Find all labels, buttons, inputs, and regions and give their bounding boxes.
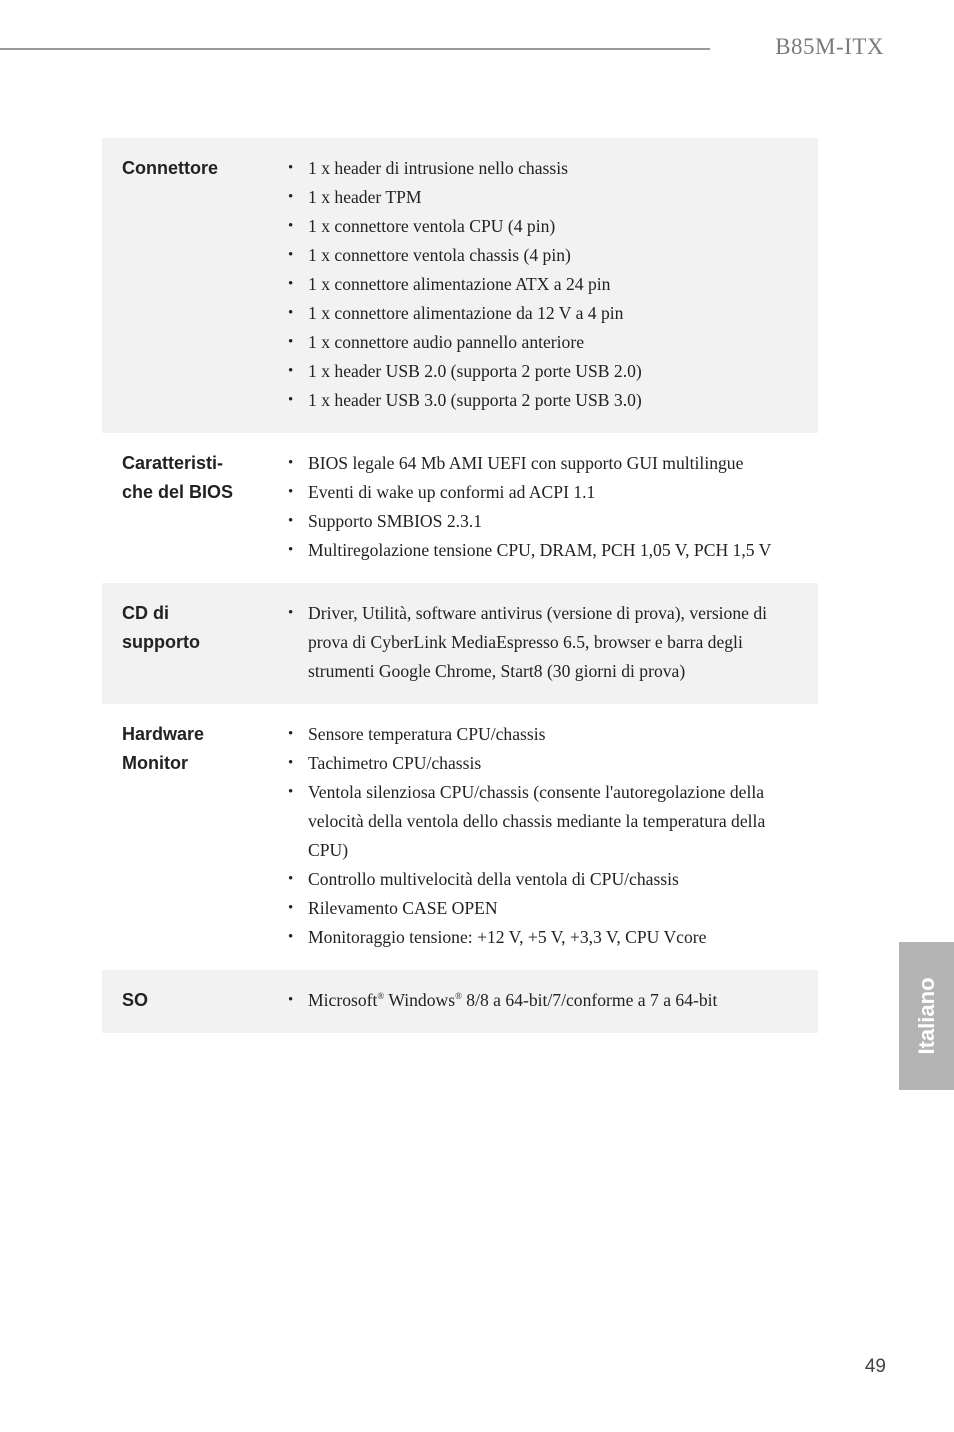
spec-label: Hardware Monitor (122, 724, 205, 773)
model-title: B85M-ITX (775, 34, 884, 59)
os-text: Microsoft (308, 990, 378, 1010)
spec-row-hardware-monitor (102, 704, 818, 970)
list-item: • Controllo multivelocità della ventola di CPU/chassis (286, 865, 798, 894)
list-item: • 1 x connettore alimentazione ATX a 24 pin (286, 270, 798, 299)
list-item: • Driver, Utilità, software antivirus (versione di prova), versione di prova di CyberLink MediaEspresso 6.5, browser e barra degli strumenti Google Chrome, Start8 (30 giorni di prova) (286, 599, 798, 686)
list-item: • 1 x header di intrusione nello chassis (286, 154, 798, 183)
spec-items (286, 720, 798, 952)
list-item: • 1 x header USB 2.0 (supporta 2 porte USB 2.0) (286, 357, 798, 386)
list-item: • Ventola silenziosa CPU/chassis (consente l'autoregolazione della velocità della ventola dello chassis mediante la temperatura della CPU) (286, 778, 798, 865)
header-rule (0, 48, 710, 50)
list-item: • Monitoraggio tensione: +12 V, +5 V, +3,3 V, CPU Vcore (286, 923, 798, 952)
list-item: • Tachimetro CPU/chassis (286, 749, 798, 778)
list-item: • 1 x header USB 3.0 (supporta 2 porte USB 3.0) (286, 386, 798, 415)
list-item: • BIOS legale 64 Mb AMI UEFI con supporto GUI multilingue (286, 449, 798, 478)
list-item: • Supporto SMBIOS 2.3.1 (286, 507, 798, 536)
list-item: • Sensore temperatura CPU/chassis (286, 720, 798, 749)
list-item: • 1 x connettore alimentazione da 12 V a 4 pin (286, 299, 798, 328)
os-text: Windows (384, 990, 456, 1010)
language-tab-label: Italiano (913, 977, 939, 1055)
list-item: • Multiregolazione tensione CPU, DRAM, PCH 1,05 V, PCH 1,5 V (286, 536, 798, 565)
list-item: • Rilevamento CASE OPEN (286, 894, 798, 923)
spec-label: Connettore (122, 158, 218, 178)
spec-items (286, 986, 798, 1015)
spec-label: Caratteristi- che del BIOS (122, 453, 234, 502)
spec-table (102, 138, 818, 1033)
list-item: • 1 x header TPM (286, 183, 798, 212)
list-item (286, 986, 798, 1015)
list-item: • Eventi di wake up conformi ad ACPI 1.1 (286, 478, 798, 507)
spec-items (286, 449, 798, 565)
spec-row-connettore (102, 138, 818, 433)
spec-label: CD di supporto (122, 603, 200, 652)
list-item: • 1 x connettore ventola chassis (4 pin) (286, 241, 798, 270)
os-text: 8/8 a 64-bit/7/conforme a 7 a 64-bit (461, 990, 718, 1010)
spec-row-cd-supporto (102, 583, 818, 704)
language-tab (899, 942, 954, 1090)
spec-row-so (102, 970, 818, 1033)
registered-mark: ® (455, 991, 462, 1001)
registered-mark: ® (377, 991, 385, 1001)
list-item: • 1 x connettore audio pannello anteriore (286, 328, 798, 357)
spec-row-bios (102, 433, 818, 583)
page-number: 49 (864, 1356, 886, 1377)
spec-items (286, 154, 798, 415)
list-item: • 1 x connettore ventola CPU (4 pin) (286, 212, 798, 241)
spec-items (286, 599, 798, 686)
spec-label: SO (122, 990, 149, 1010)
